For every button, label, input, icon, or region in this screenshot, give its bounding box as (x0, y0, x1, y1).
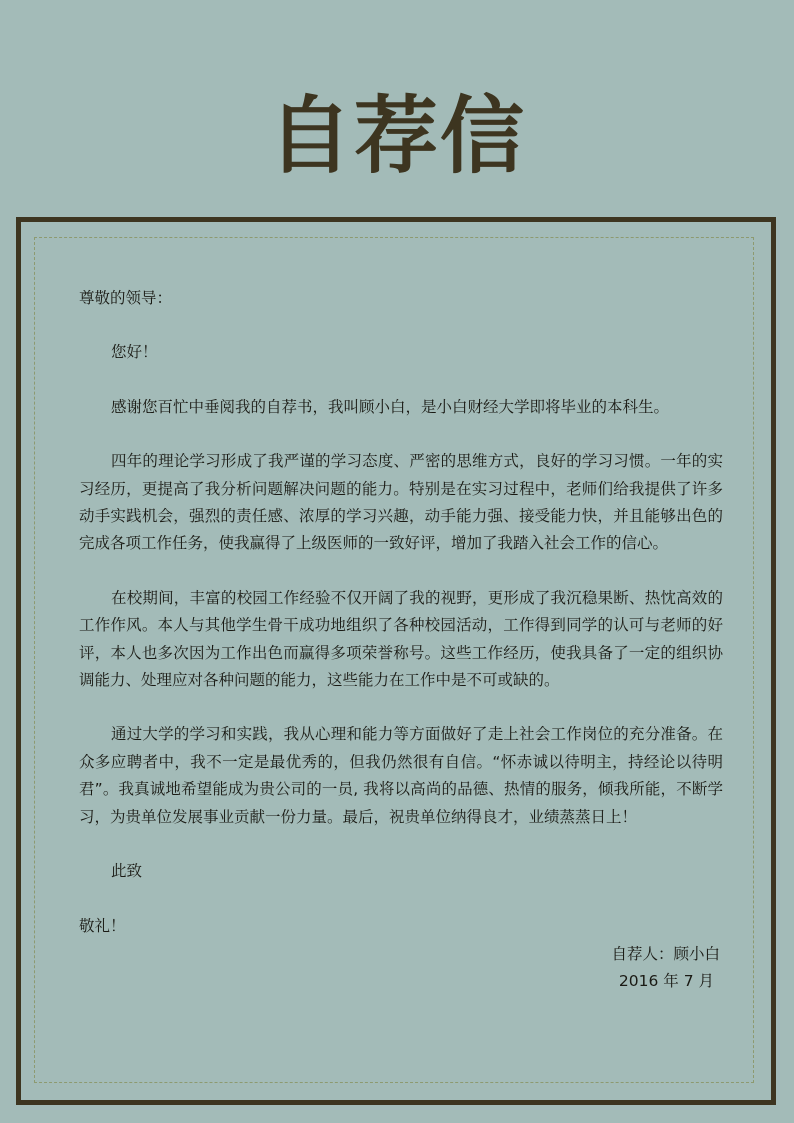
paragraph-campus: 在校期间，丰富的校园工作经验不仅开阔了我的视野，更形成了我沉稳果断、热忱高效的工作作风。本人与其他学生骨干成功地组织了各种校园活动，工作得到同学的认可与老师的好评，本人也多次因为工作出色而赢得多项荣誉称号。这些工作经历，使我具备了一定的组织协调能力、处理应对各种问题的能力，这些能力在工作中是不可或缺的。 (79, 588, 723, 690)
letter-date: 2016 年 7 月 (618, 972, 714, 991)
page-title: 自荐信 (267, 87, 526, 185)
paragraph-conclusion: 通过大学的学习和实践，我从心理和能力等方面做好了走上社会工作岗位的充分准备。在众多应聘者中，我不一定是最优秀的，但我仍然很有自信。“怀赤诚以待明主，持经论以待明君”。我真诚地希望能成为贵公司的一员, 我将以高尚的品德、热情的服务，倾我所能，不断学习，为贵单位发展事业贡献一份力量。最后，祝贵单位纳得良才，业绩蒸蒸日上！ (79, 725, 723, 826)
greeting: 您好！ (111, 343, 158, 362)
salutation: 尊敬的领导： (79, 289, 173, 307)
closing-cizhi: 此致 (111, 862, 143, 881)
paragraph-study: 四年的理论学习形成了我严谨的学习态度、严密的思维方式，良好的学习习惯。一年的实习经历，更提高了我分析问题解决问题的能力。特别是在实习过程中，老师们给我提供了许多动手实践机会，强烈的责任感、浓厚的学习兴趣，动手能力强、接受能力快，并且能够出色的完成各项工作任务，使我赢得了上级医师的一致好评，增加了我踏入社会工作的信心。 (79, 452, 723, 553)
closing-jingli: 敬礼！ (79, 916, 126, 935)
signer-name: 自荐人：顾小白 (611, 945, 720, 963)
letter-body (79, 285, 723, 940)
paragraph-intro: 感谢您百忙中垂阅我的自荐书，我叫顾小白，是小白财经大学即将毕业的本科生。 (111, 397, 670, 416)
signature-block (611, 941, 720, 996)
